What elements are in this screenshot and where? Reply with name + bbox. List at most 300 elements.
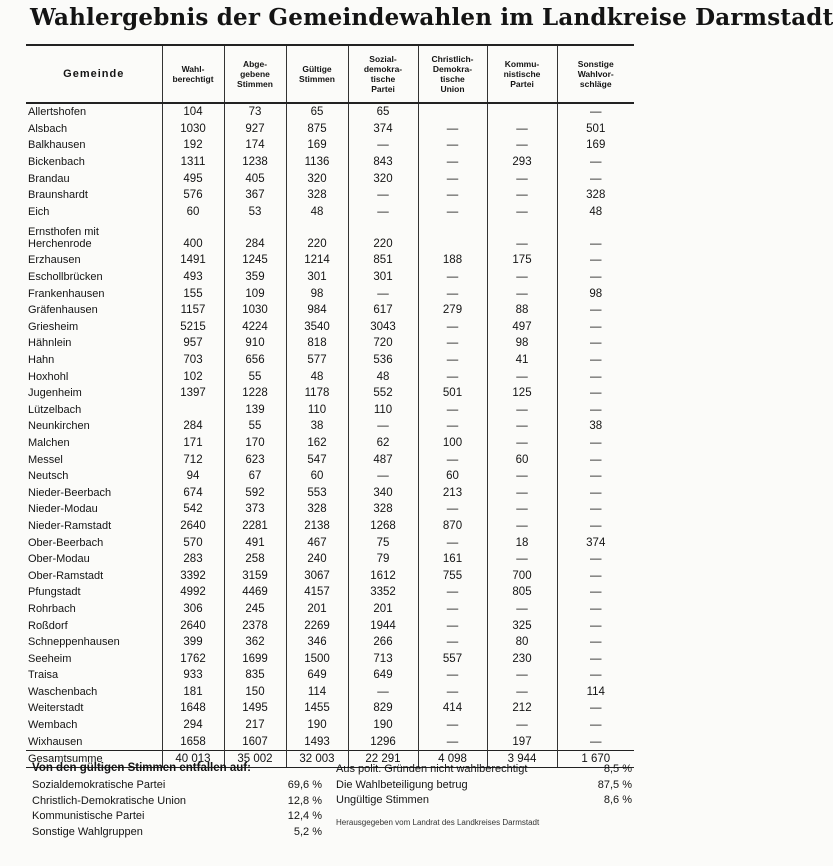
municipality-name: Frankenhausen bbox=[28, 287, 105, 300]
cell-spd bbox=[348, 584, 418, 601]
cell-sonstige bbox=[557, 352, 634, 369]
cell-value: 162 bbox=[307, 436, 327, 449]
cell-value: 170 bbox=[245, 436, 265, 449]
cell-value: — bbox=[446, 586, 459, 599]
cell-kpd bbox=[487, 187, 557, 204]
cell-spd bbox=[348, 335, 418, 352]
cell-wahlberechtigt bbox=[162, 319, 224, 336]
cell-cdu bbox=[418, 385, 487, 402]
cell-value: — bbox=[377, 287, 389, 300]
table-body bbox=[26, 103, 634, 767]
cell-value: — bbox=[590, 436, 602, 449]
cell-value: 1455 bbox=[304, 702, 330, 715]
cell-value: 94 bbox=[186, 470, 200, 483]
cell-sonstige bbox=[557, 435, 634, 452]
cell-value: 1296 bbox=[370, 735, 396, 748]
cell-value: 835 bbox=[245, 669, 265, 682]
share-label: Christlich-Demokratische Union bbox=[32, 794, 187, 807]
cell-cdu bbox=[418, 204, 487, 221]
cell-abgegeben bbox=[224, 551, 286, 568]
cell-value: 4992 bbox=[180, 586, 206, 599]
cell-value: 4157 bbox=[304, 586, 330, 599]
cell-spd bbox=[348, 402, 418, 419]
cell-spd bbox=[348, 684, 418, 701]
cell-value: — bbox=[516, 519, 528, 532]
cell-value: 110 bbox=[307, 403, 327, 416]
table-row bbox=[26, 435, 634, 452]
cell-value: — bbox=[446, 320, 459, 333]
column-header-gueltige-stimmen: Gültige Stimmen bbox=[286, 45, 348, 103]
cell-value: — bbox=[516, 205, 528, 218]
cell-value: 125 bbox=[512, 387, 532, 400]
table-row bbox=[26, 368, 634, 385]
cell-value: — bbox=[590, 453, 602, 466]
cell-kpd bbox=[487, 204, 557, 221]
cell-sonstige bbox=[557, 717, 634, 734]
cell-wahlberechtigt bbox=[162, 435, 224, 452]
cell-abgegeben bbox=[224, 352, 286, 369]
cell-value: 294 bbox=[183, 719, 203, 732]
cell-gueltig bbox=[286, 368, 348, 385]
cell-abgegeben bbox=[224, 601, 286, 618]
cell-value: 712 bbox=[183, 453, 203, 466]
cell-gemeinde bbox=[26, 335, 162, 352]
cell-value: 320 bbox=[307, 172, 327, 185]
table-row bbox=[26, 137, 634, 154]
cell-value: 109 bbox=[245, 287, 265, 300]
cell-gemeinde bbox=[26, 170, 162, 187]
table-row bbox=[26, 733, 634, 750]
cell-value: 1 670 bbox=[581, 752, 611, 765]
cell-value: 547 bbox=[307, 453, 327, 466]
cell-cdu bbox=[418, 187, 487, 204]
cell-wahlberechtigt bbox=[162, 269, 224, 286]
cell-cdu bbox=[418, 468, 487, 485]
cell-cdu bbox=[418, 484, 487, 501]
cell-spd bbox=[348, 468, 418, 485]
cell-value: 217 bbox=[245, 719, 265, 732]
cell-gemeinde bbox=[26, 601, 162, 618]
cell-value: 192 bbox=[183, 139, 203, 152]
cell-value: — bbox=[590, 486, 602, 499]
column-header-kpd: Kommu- nistische Partei bbox=[487, 45, 557, 103]
cell-value: 155 bbox=[183, 287, 203, 300]
cell-spd bbox=[348, 319, 418, 336]
cell-wahlberechtigt bbox=[162, 385, 224, 402]
cell-wahlberechtigt bbox=[162, 368, 224, 385]
cell-value: — bbox=[590, 156, 602, 169]
cell-wahlberechtigt bbox=[162, 352, 224, 369]
cell-value: — bbox=[590, 238, 602, 251]
table-row bbox=[26, 634, 634, 651]
table-row bbox=[26, 335, 634, 352]
municipality-name: Weiterstadt bbox=[28, 702, 84, 715]
cell-spd bbox=[348, 252, 418, 269]
cell-kpd bbox=[487, 451, 557, 468]
cell-value: 22 291 bbox=[365, 752, 401, 765]
cell-sonstige bbox=[557, 684, 634, 701]
cell-kpd bbox=[487, 302, 557, 319]
municipality-name: Hoxhohl bbox=[28, 370, 69, 383]
cell-value: — bbox=[590, 569, 602, 582]
cell-gueltig bbox=[286, 418, 348, 435]
cell-value: 190 bbox=[307, 719, 327, 732]
cell-abgegeben bbox=[224, 717, 286, 734]
cell-kpd bbox=[487, 567, 557, 584]
cell-abgegeben bbox=[224, 302, 286, 319]
cell-gemeinde bbox=[26, 567, 162, 584]
cell-value: 4 098 bbox=[438, 752, 467, 765]
cell-gueltig bbox=[286, 170, 348, 187]
cell-value: 487 bbox=[373, 453, 393, 466]
cell-sonstige bbox=[557, 468, 634, 485]
cell-gemeinde bbox=[26, 385, 162, 402]
cell-value: 373 bbox=[245, 503, 265, 516]
cell-value: 843 bbox=[373, 156, 393, 169]
cell-value: 190 bbox=[373, 719, 393, 732]
cell-value: 1157 bbox=[180, 304, 206, 317]
cell-value: — bbox=[590, 652, 602, 665]
cell-value: — bbox=[446, 602, 459, 615]
cell-value: 55 bbox=[248, 370, 262, 383]
cell-value: 98 bbox=[515, 337, 529, 350]
cell-value: — bbox=[446, 536, 459, 549]
cell-wahlberechtigt bbox=[162, 518, 224, 535]
cell-abgegeben bbox=[224, 684, 286, 701]
cell-sonstige bbox=[557, 667, 634, 684]
cell-wahlberechtigt bbox=[162, 534, 224, 551]
cell-value: 3540 bbox=[304, 320, 330, 333]
cell-value: 399 bbox=[183, 636, 203, 649]
cell-value: — bbox=[590, 553, 602, 566]
cell-cdu bbox=[418, 650, 487, 667]
cell-value: 346 bbox=[307, 636, 327, 649]
cell-value: 2640 bbox=[180, 519, 206, 532]
cell-value: 1762 bbox=[180, 652, 206, 665]
cell-value: 5215 bbox=[180, 320, 206, 333]
cell-cdu bbox=[418, 667, 487, 684]
cell-value: — bbox=[590, 719, 602, 732]
cell-value: — bbox=[377, 189, 389, 202]
cell-value: 1493 bbox=[304, 735, 330, 748]
table-row bbox=[26, 451, 634, 468]
cell-value: 414 bbox=[442, 702, 463, 715]
share-value: 69,6 % bbox=[287, 779, 322, 791]
share-value: 5,2 % bbox=[293, 825, 322, 838]
cell-gemeinde bbox=[26, 684, 162, 701]
cell-value: — bbox=[446, 685, 459, 698]
cell-value: 38 bbox=[589, 420, 603, 433]
cell-value: 623 bbox=[245, 453, 265, 466]
cell-value: — bbox=[590, 271, 602, 284]
cell-value: 60 bbox=[310, 470, 324, 483]
cell-kpd bbox=[487, 518, 557, 535]
table-row bbox=[26, 187, 634, 204]
cell-sonstige bbox=[557, 567, 634, 584]
cell-value: 557 bbox=[442, 652, 463, 665]
cell-value: 328 bbox=[373, 503, 393, 516]
cell-cdu bbox=[418, 584, 487, 601]
cell-value: — bbox=[446, 669, 459, 682]
cell-value: 755 bbox=[442, 569, 463, 582]
cell-gueltig bbox=[286, 534, 348, 551]
cell-kpd bbox=[487, 435, 557, 452]
cell-gemeinde bbox=[26, 220, 162, 252]
stat-label: Die Wahlbeteiligung betrug bbox=[336, 778, 468, 791]
cell-value: 306 bbox=[183, 602, 203, 615]
cell-value: 720 bbox=[373, 337, 393, 350]
table-row bbox=[26, 170, 634, 187]
cell-sonstige bbox=[557, 319, 634, 336]
cell-kpd bbox=[487, 551, 557, 568]
cell-value: 851 bbox=[373, 254, 393, 267]
cell-sonstige bbox=[557, 733, 634, 750]
cell-value: — bbox=[516, 470, 528, 483]
cell-value: 283 bbox=[183, 553, 203, 566]
cell-value: — bbox=[446, 205, 459, 218]
cell-cdu bbox=[418, 220, 487, 252]
cell-abgegeben bbox=[224, 103, 286, 121]
cell-value: — bbox=[516, 139, 528, 152]
municipality-name: Erzhausen bbox=[28, 254, 81, 267]
results-table bbox=[26, 44, 634, 768]
cell-kpd bbox=[487, 733, 557, 750]
cell-abgegeben bbox=[224, 385, 286, 402]
cell-kpd bbox=[487, 285, 557, 302]
cell-kpd bbox=[487, 220, 557, 252]
cell-value: 1658 bbox=[180, 735, 206, 748]
cell-cdu bbox=[418, 617, 487, 634]
cell-kpd bbox=[487, 501, 557, 518]
cell-cdu bbox=[418, 435, 487, 452]
cell-sonstige bbox=[557, 650, 634, 667]
cell-abgegeben bbox=[224, 634, 286, 651]
cell-value: 75 bbox=[376, 536, 390, 549]
cell-value: 60 bbox=[186, 205, 200, 218]
cell-value: — bbox=[590, 320, 602, 333]
cell-gemeinde bbox=[26, 667, 162, 684]
table-row bbox=[26, 269, 634, 286]
table-row bbox=[26, 319, 634, 336]
cell-sonstige bbox=[557, 103, 634, 121]
publisher-note: Herausgegeben vom Landrat des Landkreises Darmstadt bbox=[336, 817, 540, 827]
cell-wahlberechtigt bbox=[162, 700, 224, 717]
cell-value: — bbox=[446, 370, 459, 383]
cell-spd bbox=[348, 650, 418, 667]
cell-value: 110 bbox=[373, 403, 393, 416]
municipality-name: Brandau bbox=[28, 172, 70, 185]
cell-value: 60 bbox=[446, 470, 459, 483]
cell-gemeinde bbox=[26, 501, 162, 518]
cell-abgegeben bbox=[224, 534, 286, 551]
municipality-name: Rohrbach bbox=[28, 602, 76, 615]
cell-kpd bbox=[487, 650, 557, 667]
cell-abgegeben bbox=[224, 335, 286, 352]
cell-value: 284 bbox=[245, 238, 265, 251]
cell-value: 552 bbox=[373, 387, 393, 400]
cell-value: 501 bbox=[442, 387, 463, 400]
cell-value: — bbox=[590, 735, 602, 748]
table-row bbox=[26, 418, 634, 435]
cell-value: — bbox=[516, 436, 528, 449]
cell-value: 55 bbox=[248, 420, 262, 433]
cell-value: 100 bbox=[442, 436, 463, 449]
cell-gemeinde bbox=[26, 285, 162, 302]
cell-value: 114 bbox=[586, 685, 605, 698]
cell-spd bbox=[348, 567, 418, 584]
cell-value: 493 bbox=[183, 271, 203, 284]
cell-value: 1495 bbox=[242, 702, 268, 715]
cell-value: 181 bbox=[183, 685, 203, 698]
cell-value: — bbox=[590, 702, 602, 715]
cell-spd bbox=[348, 187, 418, 204]
cell-cdu bbox=[418, 518, 487, 535]
table-row bbox=[26, 252, 634, 269]
stat-row-invalid bbox=[336, 793, 632, 809]
stat-row-not-eligible bbox=[336, 762, 632, 778]
table-row bbox=[26, 204, 634, 221]
cell-value: 2138 bbox=[304, 519, 330, 532]
cell-value: — bbox=[446, 139, 459, 152]
column-header-gemeinde: Gemeinde bbox=[26, 45, 162, 103]
cell-value: 362 bbox=[245, 636, 265, 649]
municipality-name: Eich bbox=[28, 205, 50, 218]
cell-spd bbox=[348, 617, 418, 634]
cell-kpd bbox=[487, 601, 557, 618]
cell-cdu bbox=[418, 402, 487, 419]
cell-gueltig bbox=[286, 468, 348, 485]
cell-spd bbox=[348, 601, 418, 618]
cell-gueltig bbox=[286, 518, 348, 535]
cell-cdu bbox=[418, 285, 487, 302]
cell-spd bbox=[348, 484, 418, 501]
cell-wahlberechtigt bbox=[162, 451, 224, 468]
municipality-name: Wixhausen bbox=[28, 735, 83, 748]
cell-value: 213 bbox=[442, 486, 463, 499]
cell-abgegeben bbox=[224, 121, 286, 138]
cell-gueltig bbox=[286, 567, 348, 584]
cell-gueltig bbox=[286, 601, 348, 618]
cell-value: 301 bbox=[373, 271, 393, 284]
cell-value: 2281 bbox=[242, 519, 268, 532]
cell-value: 3067 bbox=[304, 569, 330, 582]
cell-gemeinde bbox=[26, 534, 162, 551]
cell-value: 3352 bbox=[370, 586, 396, 599]
cell-value: — bbox=[377, 685, 389, 698]
cell-gueltig bbox=[286, 717, 348, 734]
cell-sonstige bbox=[557, 418, 634, 435]
cell-kpd bbox=[487, 368, 557, 385]
cell-kpd bbox=[487, 534, 557, 551]
cell-abgegeben bbox=[224, 368, 286, 385]
table-row bbox=[26, 700, 634, 717]
cell-value: — bbox=[590, 370, 602, 383]
cell-cdu bbox=[418, 567, 487, 584]
cell-value: — bbox=[590, 403, 602, 416]
cell-kpd bbox=[487, 352, 557, 369]
cell-value: 41 bbox=[515, 354, 529, 367]
cell-value: — bbox=[590, 519, 602, 532]
cell-wahlberechtigt bbox=[162, 584, 224, 601]
cell-spd bbox=[348, 551, 418, 568]
cell-kpd bbox=[487, 484, 557, 501]
cell-value: 870 bbox=[442, 519, 463, 532]
cell-value: 359 bbox=[245, 271, 265, 284]
cell-value: 1607 bbox=[242, 735, 268, 748]
cell-abgegeben bbox=[224, 468, 286, 485]
cell-wahlberechtigt bbox=[162, 103, 224, 121]
cell-value: 67 bbox=[248, 470, 262, 483]
cell-value: 48 bbox=[310, 205, 324, 218]
cell-wahlberechtigt bbox=[162, 121, 224, 138]
cell-value: — bbox=[590, 619, 602, 632]
cell-abgegeben bbox=[224, 733, 286, 750]
cell-value: 65 bbox=[376, 106, 390, 119]
cell-value: 102 bbox=[183, 370, 203, 383]
cell-spd bbox=[348, 154, 418, 171]
cell-cdu bbox=[418, 700, 487, 717]
cell-spd bbox=[348, 352, 418, 369]
table-row bbox=[26, 667, 634, 684]
cell-sonstige bbox=[557, 170, 634, 187]
municipality-name: Neutsch bbox=[28, 470, 69, 483]
cell-abgegeben bbox=[224, 700, 286, 717]
cell-abgegeben bbox=[224, 518, 286, 535]
cell-wahlberechtigt bbox=[162, 650, 224, 667]
cell-value: 4224 bbox=[242, 320, 268, 333]
cell-cdu bbox=[418, 302, 487, 319]
cell-cdu bbox=[418, 352, 487, 369]
cell-sonstige bbox=[557, 302, 634, 319]
table-row bbox=[26, 385, 634, 402]
cell-value: 188 bbox=[442, 254, 463, 267]
cell-gueltig bbox=[286, 584, 348, 601]
cell-gemeinde bbox=[26, 319, 162, 336]
table-row bbox=[26, 154, 634, 171]
cell-gemeinde bbox=[26, 634, 162, 651]
cell-value: 1030 bbox=[180, 122, 206, 135]
cell-value: — bbox=[516, 238, 528, 251]
municipality-name: Bickenbach bbox=[28, 156, 85, 169]
cell-cdu bbox=[418, 170, 487, 187]
cell-abgegeben bbox=[224, 418, 286, 435]
stat-label: Aus polit. Gründen nicht wahlberechtigt bbox=[336, 763, 528, 775]
cell-wahlberechtigt bbox=[162, 667, 224, 684]
share-label: Sozialdemokratische Partei bbox=[32, 779, 166, 791]
table-row bbox=[26, 352, 634, 369]
cell-gueltig bbox=[286, 187, 348, 204]
cell-sonstige bbox=[557, 584, 634, 601]
cell-kpd bbox=[487, 667, 557, 684]
cell-abgegeben bbox=[224, 137, 286, 154]
cell-value: — bbox=[516, 420, 528, 433]
cell-value: 2269 bbox=[304, 619, 330, 632]
cell-spd bbox=[348, 451, 418, 468]
cell-abgegeben bbox=[224, 435, 286, 452]
cell-kpd bbox=[487, 103, 557, 121]
cell-sonstige bbox=[557, 269, 634, 286]
cell-sonstige bbox=[557, 617, 634, 634]
cell-sonstige bbox=[557, 335, 634, 352]
cell-kpd bbox=[487, 335, 557, 352]
cell-sonstige bbox=[557, 204, 634, 221]
cell-value: 169 bbox=[586, 139, 606, 152]
cell-value: — bbox=[590, 503, 602, 516]
municipality-name: Allertshofen bbox=[28, 106, 87, 119]
cell-cdu bbox=[418, 335, 487, 352]
cell-value: 910 bbox=[245, 337, 265, 350]
cell-value: 818 bbox=[307, 337, 327, 350]
